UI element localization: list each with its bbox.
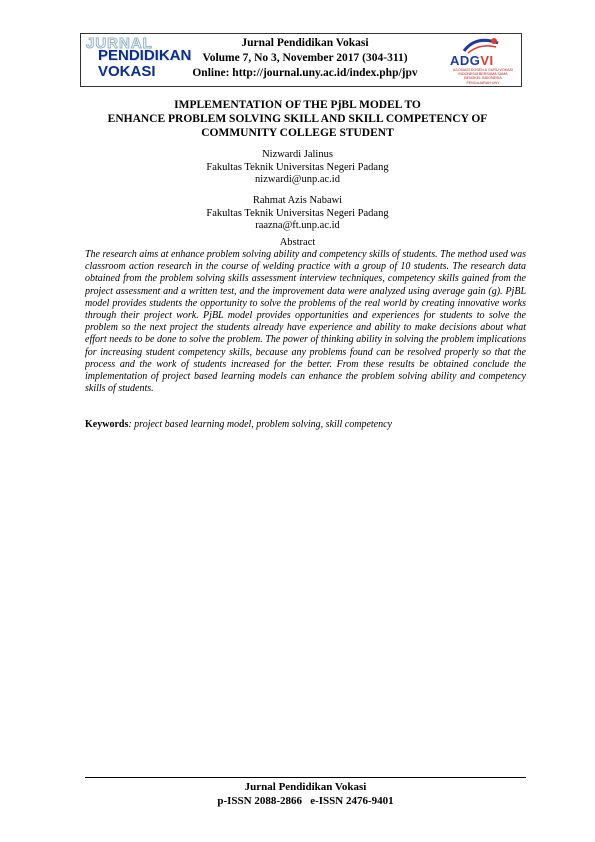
abstract-heading: Abstract (279, 237, 316, 248)
logo-line-2: PENDIDIKAN (98, 47, 192, 64)
keywords (85, 419, 526, 430)
header-online-url[interactable]: Online: http://journal.uny.ac.id/index.php/jpv (192, 67, 418, 79)
journal-header-info (190, 36, 420, 81)
title-line-3: COMMUNITY COLLEGE STUDENT (201, 127, 394, 139)
title-line-1: IMPLEMENTATION OF THE PjBL MODEL TO (174, 99, 421, 111)
keywords-value: : project based learning model, problem solving, skill competency (128, 419, 392, 430)
adgvi-tagline: ASOSIASI DOSEN & GURU VOKASI INDONESIA BERSAMA SAMA BENGKEL INDONESIA PENGAJARAN UNY (453, 68, 513, 85)
journal-logo (86, 35, 192, 83)
author-affiliation: Fakultas Teknik Universitas Negeri Padang (206, 161, 389, 173)
adgvi-wordmark (450, 53, 494, 68)
page-footer (85, 780, 526, 808)
header-volume: Volume 7, No 3, November 2017 (304-311) (202, 52, 408, 64)
author-block-1 (100, 149, 495, 187)
author-email[interactable]: raazna@ft.unp.ac.id (255, 220, 340, 231)
title-line-2: ENHANCE PROBLEM SOLVING SKILL AND SKILL COMPETENCY OF (107, 113, 488, 125)
author-name: Nizwardi Jalinus (262, 149, 333, 160)
logo-line-3: VOKASI (98, 63, 156, 80)
article-title (60, 98, 535, 140)
footer-journal-name: Jurnal Pendidikan Vokasi (244, 781, 367, 793)
logo-line-1: JURNAL (86, 35, 153, 52)
abstract-text: The research aims at enhance problem solving ability and competency skills of students. The method used was classroom action research in the course of welding practice with a group of 10 students. The research data obtained from the problem solving skills assessment interview techniques, competency skills gained from the project assessment and a written test, and the improvement data were analyzed using average gain (g). PjBL model provides students the opportunity to solve the problems of the real world by creating innovative works through their project work. PjBL model provides opportunities and experiences for students to solve the problem so the next project the students already have experience and ability to make decisions about what effort needs to be done to solve the problem. The power of thinking ability in solving the problem implications for increasing student competency skills, because any problems found can be resolved properly so that the process and the work of students increased for the better. From these results be obtained conclude the implementation of project based learning models can enhance the problem solving ability and competency skills of students. (85, 249, 526, 395)
author-block-2 (100, 195, 495, 233)
footer-divider (85, 777, 526, 778)
keywords-label: Keywords (85, 419, 129, 430)
header-journal-name: Jurnal Pendidikan Vokasi (241, 37, 369, 49)
adgvi-prefix: ADG (450, 53, 481, 68)
author-name: Rahmat Azis Nabawi (252, 195, 343, 206)
author-affiliation: Fakultas Teknik Universitas Negeri Padang (206, 207, 389, 219)
author-email[interactable]: nizwardi@unp.ac.id (255, 174, 340, 185)
adgvi-suffix: VI (480, 53, 494, 68)
footer-issn: p-ISSN 2088-2866 e-ISSN 2476-9401 (217, 795, 394, 807)
adgvi-logo (448, 37, 514, 83)
